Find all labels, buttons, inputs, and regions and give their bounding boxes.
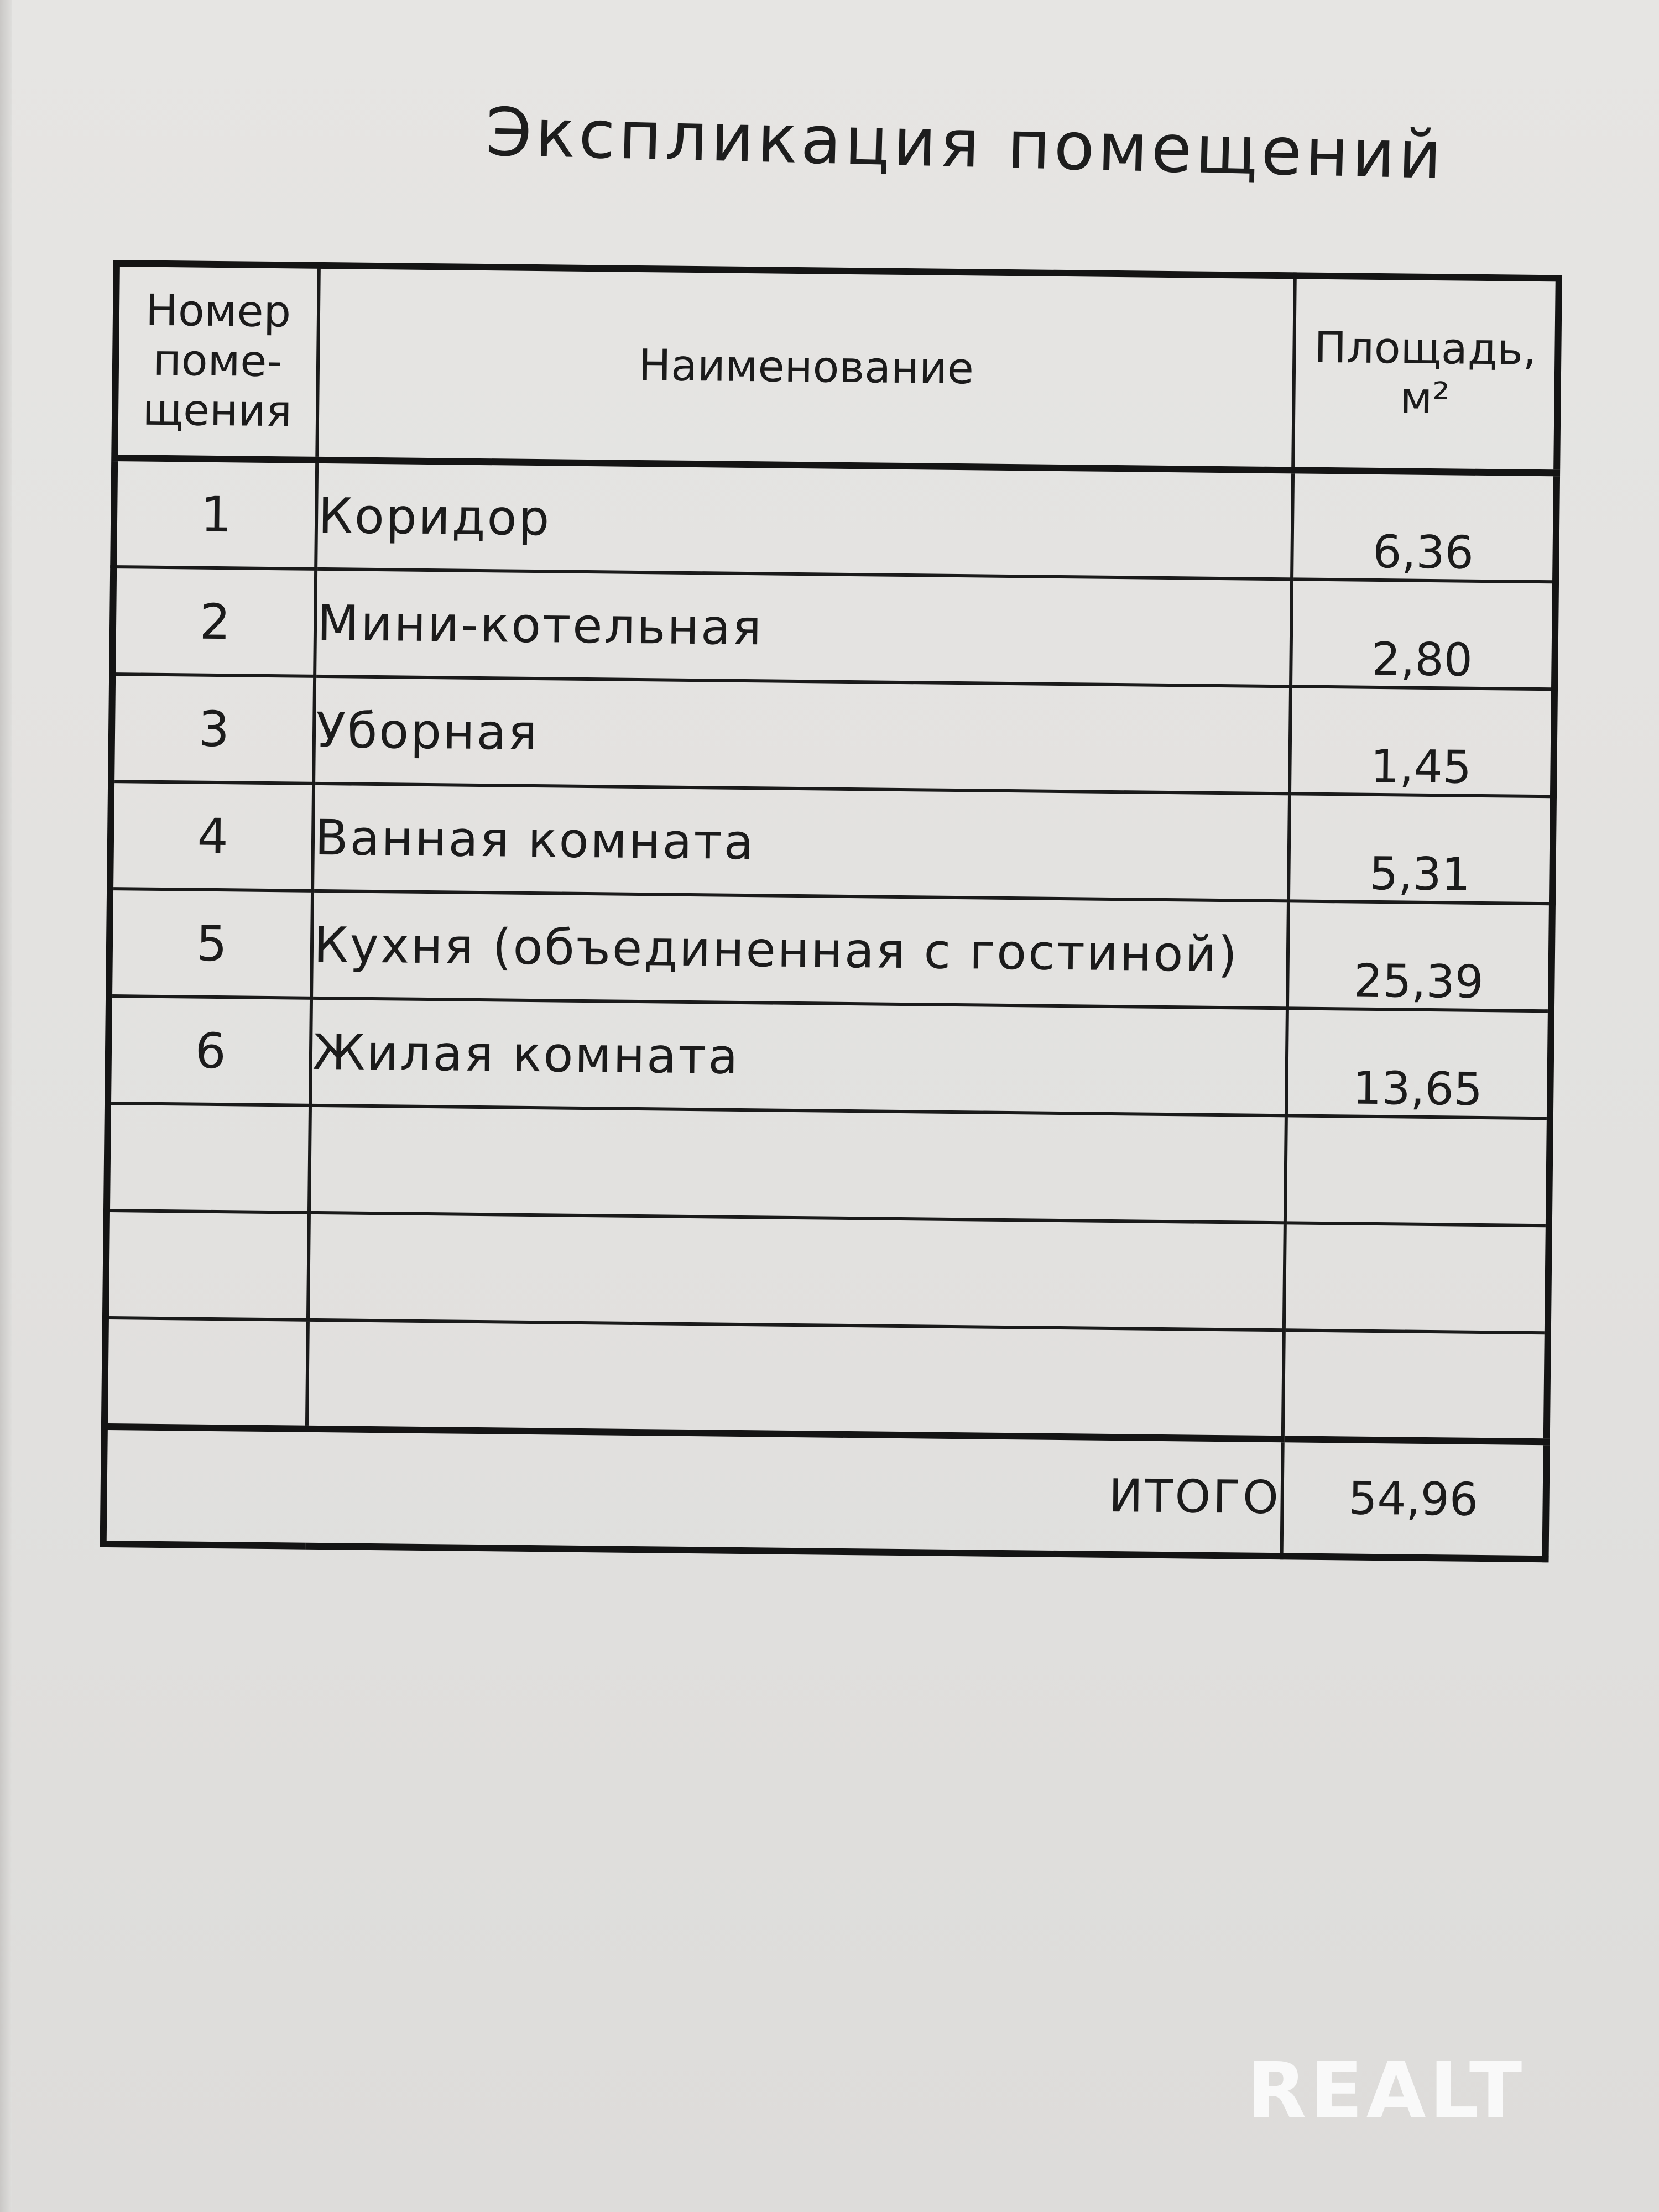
room-area-cell: 25,39 — [1287, 901, 1552, 1011]
table-row — [109, 889, 1552, 1011]
room-name-cell: Коридор — [316, 460, 1293, 579]
room-number-cell: 6 — [108, 996, 311, 1105]
room-area-cell: 5,31 — [1288, 794, 1553, 904]
table-header-row — [114, 263, 1559, 473]
table-row — [108, 996, 1551, 1118]
total-area-value: 54,96 — [1282, 1439, 1547, 1559]
empty-table-row — [107, 1103, 1550, 1225]
room-name-cell: Ванная комната — [312, 784, 1290, 901]
total-row — [103, 1427, 1547, 1559]
realt-watermark-logo: REALT — [1247, 2046, 1526, 2136]
room-area-cell — [1283, 1330, 1548, 1442]
explication-table-wrapper — [100, 260, 1562, 1562]
total-label: ИТОГО — [103, 1427, 1283, 1556]
room-number-cell: 2 — [112, 567, 316, 676]
room-area-cell: 6,36 — [1292, 470, 1557, 582]
explication-table — [100, 260, 1562, 1562]
table-row — [113, 458, 1557, 582]
room-number-cell — [105, 1318, 308, 1429]
room-area-cell — [1284, 1223, 1549, 1333]
header-room-number-label: Номер поме-щения — [142, 286, 293, 437]
room-name-cell: Жилая комната — [310, 998, 1287, 1115]
room-name-cell — [309, 1105, 1286, 1223]
page-edge — [0, 0, 12, 2212]
room-name-cell: Кухня (объединенная с гостиной) — [311, 891, 1288, 1008]
header-name — [317, 265, 1295, 470]
room-name-cell — [308, 1213, 1285, 1330]
room-area-cell: 1,45 — [1290, 686, 1554, 796]
header-name-label: Наименование — [638, 341, 974, 394]
room-number-cell: 3 — [111, 674, 315, 784]
empty-table-row — [106, 1211, 1549, 1333]
room-number-cell: 4 — [110, 781, 314, 891]
room-number-cell — [106, 1211, 309, 1320]
room-area-cell: 2,80 — [1291, 579, 1556, 689]
header-room-number — [114, 263, 319, 460]
room-name-cell — [307, 1320, 1284, 1439]
room-number-cell: 5 — [109, 889, 312, 998]
room-number-cell: 1 — [113, 458, 317, 569]
room-number-cell — [107, 1103, 310, 1213]
room-area-cell: 13,65 — [1286, 1008, 1551, 1118]
table-row — [110, 781, 1553, 904]
table-row — [111, 674, 1554, 796]
room-name-cell: Мини-котельная — [315, 569, 1292, 686]
header-area — [1293, 275, 1559, 473]
document-title: Экспликация помещений — [484, 94, 1446, 195]
room-area-cell — [1285, 1115, 1550, 1225]
room-name-cell: Уборная — [314, 676, 1291, 794]
table-row — [112, 567, 1556, 689]
empty-table-row — [105, 1318, 1548, 1442]
header-area-label: Площадь, м² — [1313, 323, 1537, 424]
